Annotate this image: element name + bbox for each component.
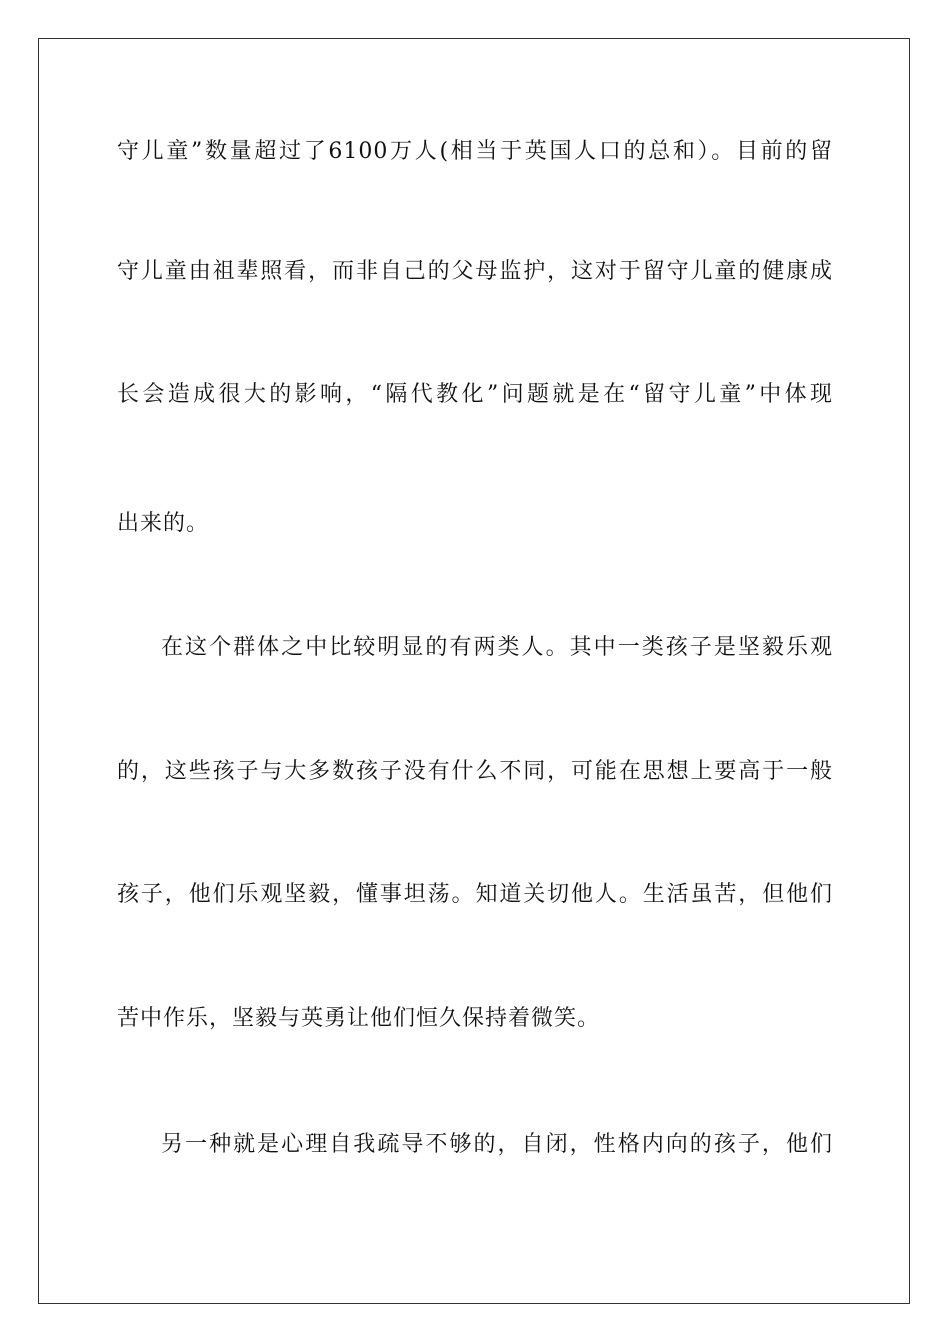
paragraph-line: 长会造成很大的影响，“隔代教化”问题就是在“留守儿童”中体现 [117,382,833,407]
paragraph-line: 孩子，他们乐观坚毅，懂事坦荡。知道关切他人。生活虽苦，但他们 [117,882,833,907]
paragraph-line: 另一种就是心理自我疏导不够的，自闭，性格内向的孩子，他们 [161,1132,833,1157]
page-frame [38,38,910,1304]
paragraph-line: 出来的。 [117,511,210,536]
paragraph-line: 守儿童由祖辈照看，而非自己的父母监护，这对于留守儿童的健康成 [117,259,833,284]
paragraph-line: 在这个群体之中比较明显的有两类人。其中一类孩子是坚毅乐观 [161,635,833,660]
paragraph-line: 苦中作乐，坚毅与英勇让他们恒久保持着微笑。 [117,1006,601,1031]
paragraph-line: 的，这些孩子与大多数孩子没有什么不同，可能在思想上要高于一般 [117,759,833,784]
paragraph-line: 守儿童”数量超过了6100万人(相当于英国人口的总和）。目前的留 [117,139,833,164]
